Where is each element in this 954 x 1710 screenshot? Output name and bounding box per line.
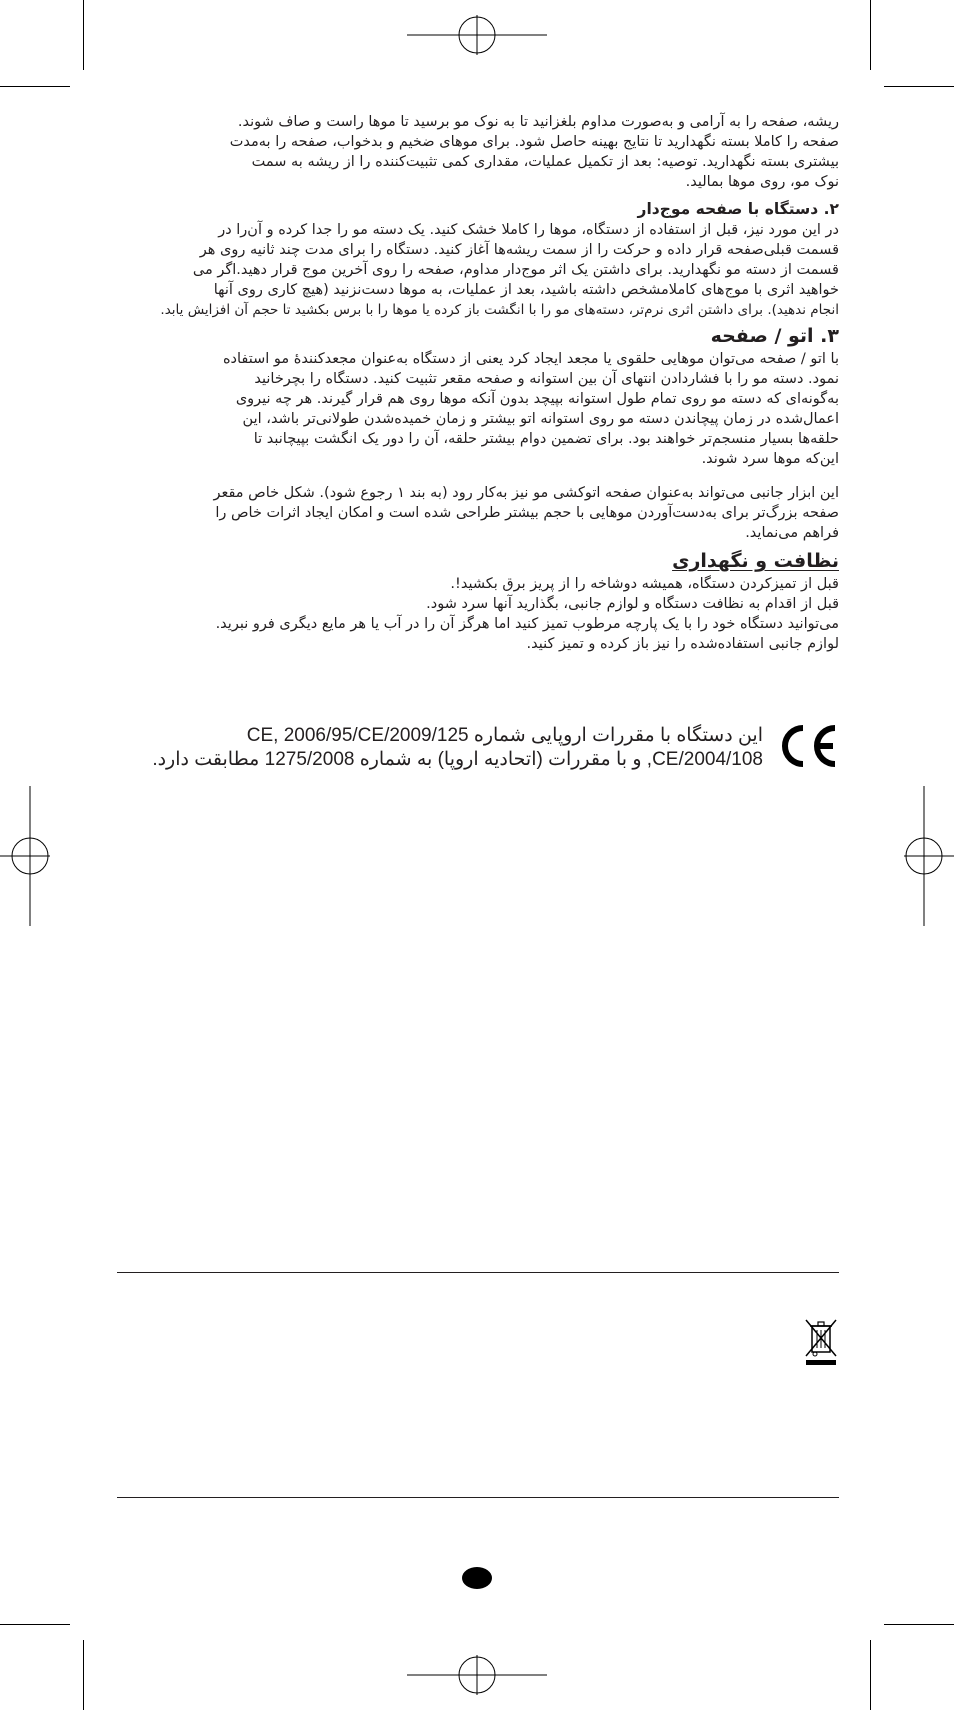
text-line: قسمت قبلی‌صفحه قرار داده و حرکت را از سمت ریشه‌ها آغاز کنید. دستگاه را برای مدت چند ثانیه روی هر xyxy=(199,242,839,258)
text-line: خواهید اثری با موج‌های کاملامشخص داشته باشید، بعد از عملیات، به موها دست‌نزنید (هیچ کاری روی آنها xyxy=(213,282,839,298)
crop-mark xyxy=(884,86,954,87)
text-line: صفحه بزرگ‌تر برای به‌دست‌آوردن موهایی با حجم بیشتر طراحی شده است و امکان ایجاد اثرات خاص را xyxy=(215,505,839,521)
divider xyxy=(117,1497,839,1498)
text-line: اعمال‌شده در زمان پیچاندن دسته مو روی استوانه اتو بیشتر و زمان خمیده‌شدن طولانی‌تر باشد، این xyxy=(242,411,839,427)
section3-text xyxy=(117,349,839,469)
crop-mark xyxy=(83,1640,84,1710)
ce-mark-icon xyxy=(775,722,839,770)
compliance-block xyxy=(117,718,839,776)
text-line: حلقه‌ها بسیار منسجم‌تر خواهند بود. برای تضمین دوام بیشتر حلقه، آن را دور یک انگشت بپیچانبد تا xyxy=(253,431,839,447)
text-line: نوک مو، روی موها بمالید. xyxy=(685,174,839,190)
crop-mark xyxy=(0,1624,70,1625)
crop-mark xyxy=(83,0,84,70)
crop-mark xyxy=(870,1640,871,1710)
text-line: در این مورد نیز، قبل از استفاده از دستگاه، موها را کاملا خشک کنید. یک دسته مو را جدا کرده و آن‌را در xyxy=(218,222,839,238)
crop-mark xyxy=(870,0,871,70)
text-line: این دستگاه با مقررات اروپایی شماره 2009/125/CE, 2006/95/CE xyxy=(246,725,763,746)
text-line: بیشتری بسته نگهدارید. توصیه: بعد از تکمیل عملیات، مقداری کمی تثبیت‌کننده را از ریشه به سمت xyxy=(251,154,839,170)
section3-extra-text xyxy=(117,483,839,543)
registration-mark-icon xyxy=(407,1655,547,1695)
page-marker xyxy=(462,1567,492,1589)
text-line: با اتو / صفحه می‌توان موهایی حلقوی یا مجعد ایجاد کرد یعنی از دستگاه به‌عنوان مجعدکنندهٔ مو استفاده xyxy=(222,351,839,367)
compliance-text xyxy=(123,724,763,772)
text-line: انجام ندهید). برای داشتن اثری نرم‌تر، دسته‌های مو را با انگشت باز کرده یا موها را با برس بکشید تا حجم آن افزایش یابد. xyxy=(160,302,839,318)
text-line: صفحه را کاملا بسته نگهدارید تا نتایج بهینه حاصل شود. برای موهای ضخیم و بدخواب، صفحه را به‌مدت xyxy=(229,134,839,150)
cleaning-text xyxy=(117,574,839,654)
registration-mark-icon xyxy=(407,15,547,55)
text-line: نمود. دسته مو را با فشاردادن انتهای آن بین استوانه و صفحه مقعر تثبیت کنید. دستگاه را بچرخانید xyxy=(254,371,839,387)
crop-mark xyxy=(0,86,70,87)
text-line: قبل از تمیزکردن دستگاه، همیشه دوشاخه را از پریز برق بکشید!. xyxy=(450,576,839,592)
text-line: به‌گونه‌ای که دسته مو روی تمام طول استوانه بپیچد بدون آنکه موها روی هم قرار گیرند. هر چه نیروی xyxy=(235,391,839,407)
text-line: لوازم جانبی استفاده‌شده را نیز باز کرده و تمیز کنید. xyxy=(526,636,839,652)
text-line: فراهم می‌نماید. xyxy=(745,525,839,541)
crossed-bin-icon xyxy=(803,1318,839,1366)
registration-mark-icon xyxy=(0,786,50,926)
text-line: قسمت از دسته مو نگهدارید. برای داشتن یک اثر موج‌دار مداوم، صفحه را روی آخرین موج قرار دهید.اگر می xyxy=(192,262,839,278)
section2-title: ۲. دستگاه با صفحه موج‌دار xyxy=(637,200,839,218)
cleaning-title: نظافت و نگهداری xyxy=(672,550,839,572)
registration-mark-icon xyxy=(904,786,954,926)
text-line: ریشه، صفحه را به آرامی و به‌صورت مداوم بلغزانید تا به نوک مو برسید تا موها راست و صاف شوند. xyxy=(237,114,839,130)
text-line: این ابزار جانبی می‌تواند به‌عنوان صفحه اتوکشی مو نیز به‌کار رود (به بند ۱ رجوع شود). شکل خاص مقعر xyxy=(213,485,839,501)
section3-title: ۳. اتو / صفحه xyxy=(710,325,839,347)
text-line: می‌توانید دستگاه خود را با یک پارچه مرطوب تمیز کنید اما هرگز آن را در آب یا هر مایع دیگری فرو نبرید. xyxy=(215,616,839,632)
text-line: قبل از اقدام به نظافت دستگاه و لوازم جانبی، بگذارید آنها سرد شود. xyxy=(426,596,839,612)
manual-content xyxy=(117,112,839,654)
divider xyxy=(117,1272,839,1273)
section2-text xyxy=(117,220,839,320)
text-line: این‌که موها سرد شوند. xyxy=(701,451,839,467)
text-line: 2004/108/CE, و با مقررات (اتحادیه اروپا) به شماره 1275/2008 مطابقت دارد. xyxy=(152,749,763,770)
section1-tail-text xyxy=(117,112,839,192)
crop-mark xyxy=(884,1624,954,1625)
